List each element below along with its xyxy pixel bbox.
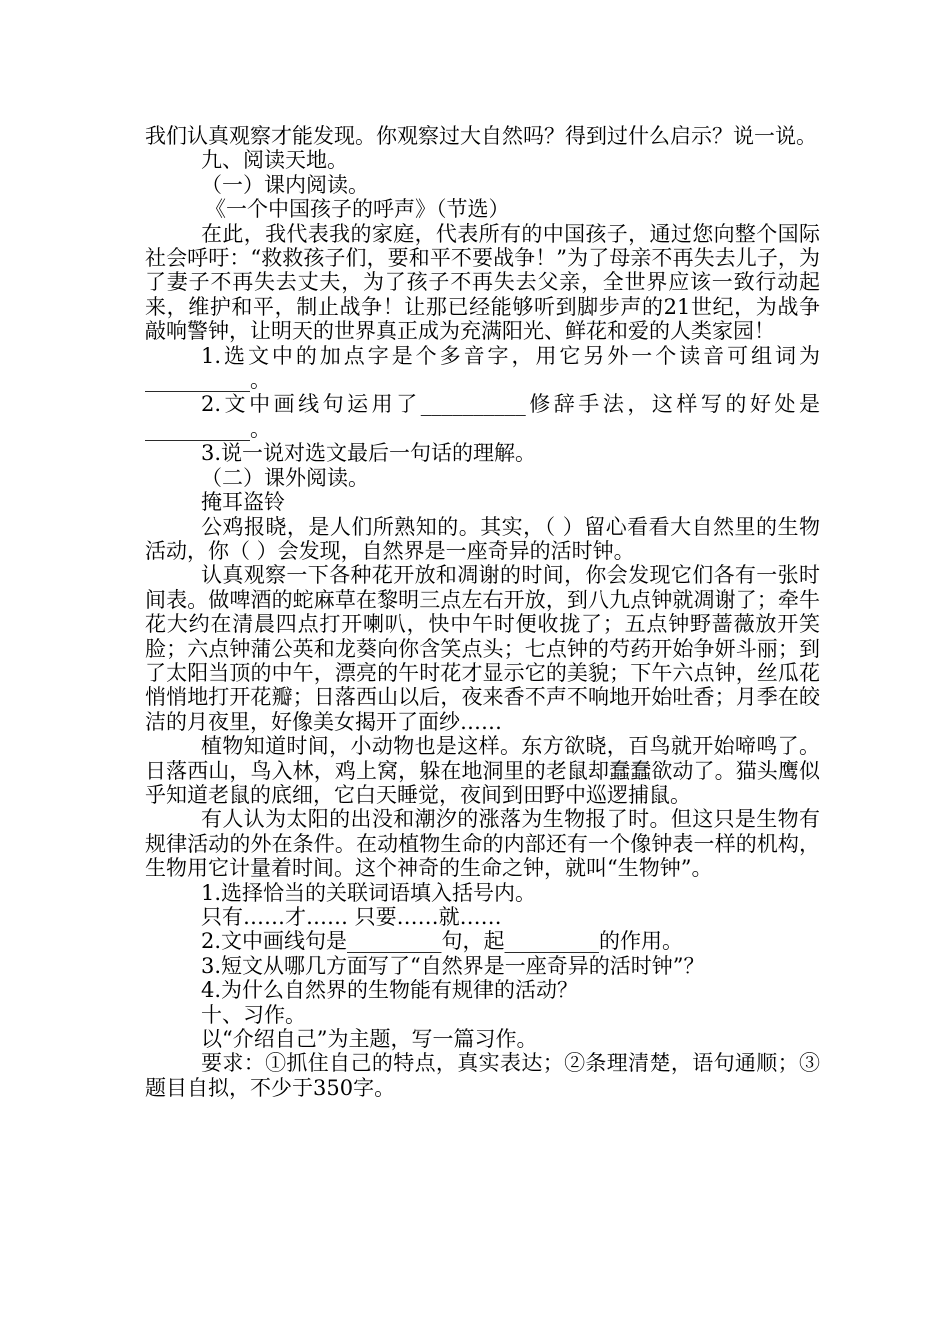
subsection-heading-extra: （二）课外阅读。 — [201, 465, 369, 490]
passage-title-1: 《一个中国孩子的呼声》（节选） — [205, 197, 510, 222]
passage-body-2-p2: 认真观察一下各种花开放和凋谢的时间，你会发现它们各有一张时间表。做啤酒的蛇麻草在黎明三点左右开放，到八九点钟就凋谢了；牵牛花大约在清晨四点打开喇叭，快中午时便收拢了；五点钟野蔷薇放开笑脸；六点钟蒲公英和龙葵向你含笑点头；七点钟的芍药开始争妍斗丽；到了太阳当顶的中午，漂亮的午时花才显示它的美貌；下午六点钟，丝瓜花悄悄地打开花瓣；日落西山以后，夜来香不声不响地开始吐香；月季在皎洁的月夜里，好像美女揭开了面纱…… — [145, 563, 820, 734]
question-2-1-options: 只有……才…… 只要……就…… — [201, 905, 502, 929]
question-2-1: 1.选择恰当的关联词语填入括号内。 — [201, 880, 537, 905]
section-heading-reading: 九、阅读天地。 — [201, 148, 348, 173]
document-page — [145, 124, 820, 1100]
passage-body-1: 在此，我代表我的家庭，代表所有的中国孩子，通过您向整个国际社会呼吁：“救救孩子们，要和平不要战争！”为了母亲不再失去儿子，为了妻子不再失去丈夫，为了孩子不再失去父亲，全世界应该一致行动起来，维护和平，制止战争！让那已经能够听到脚步声的21世纪，为战争敲响警钟，让明天的世界真正成为充满阳光、鲜花和爱的人类家园！ — [145, 221, 820, 344]
passage-title-2: 掩耳盗铃 — [201, 490, 285, 515]
writing-prompt: 以“介绍自己”为主题，写一篇习作。 — [201, 1027, 538, 1052]
question-2-4: 4.为什么自然界的生物能有规律的活动？ — [201, 978, 579, 1003]
question-2-3: 3.短文从哪几方面写了“自然界是一座奇异的活时钟”？ — [201, 953, 705, 978]
passage-body-2-p4: 有人认为太阳的出没和潮汐的涨落为生物报了时。但这只是生物有规律活动的外在条件。在动植物生命的内部还有一个像钟表一样的机构，生物用它计量着时间。这个神奇的生命之钟，就叫“生物钟”。 — [145, 807, 820, 881]
passage-body-2-p1: 公鸡报晓，是人们所熟知的。其实，（ ）留心看看大自然里的生物活动，你（ ）会发现，自然界是一座奇异的活时钟。 — [145, 514, 820, 563]
section-heading-writing: 十、习作。 — [201, 1002, 306, 1027]
passage-body-2-p3: 植物知道时间，小动物也是这样。东方欲晓，百鸟就开始啼鸣了。日落西山，鸟入林，鸡上窝，躲在地洞里的老鼠却蠢蠢欲动了。猫头鹰似乎知道老鼠的底细，它白天睡觉，夜间到田野中巡逻捕鼠。 — [145, 734, 820, 807]
question-1-3: 3.说一说对选文最后一句话的理解。 — [201, 441, 537, 466]
question-1-2: 2.文中画线句运用了__________修辞手法，这样写的好处是__________。 — [145, 392, 820, 441]
writing-requirements: 要求：①抓住自己的特点，真实表达；②条理清楚，语句通顺；③题目自拟，不少于350字。 — [145, 1051, 820, 1100]
question-1-1: 1.选文中的加点字是个多音字，用它另外一个读音可组词为__________。 — [145, 343, 820, 393]
question-2-2: 2.文中画线句是_________句，起_________的作用。 — [201, 929, 684, 954]
paragraph-intro-continuation: 我们认真观察才能发现。你观察过大自然吗？得到过什么启示？说一说。 — [145, 124, 817, 148]
subsection-heading-in-class: （一）课内阅读。 — [201, 172, 369, 197]
